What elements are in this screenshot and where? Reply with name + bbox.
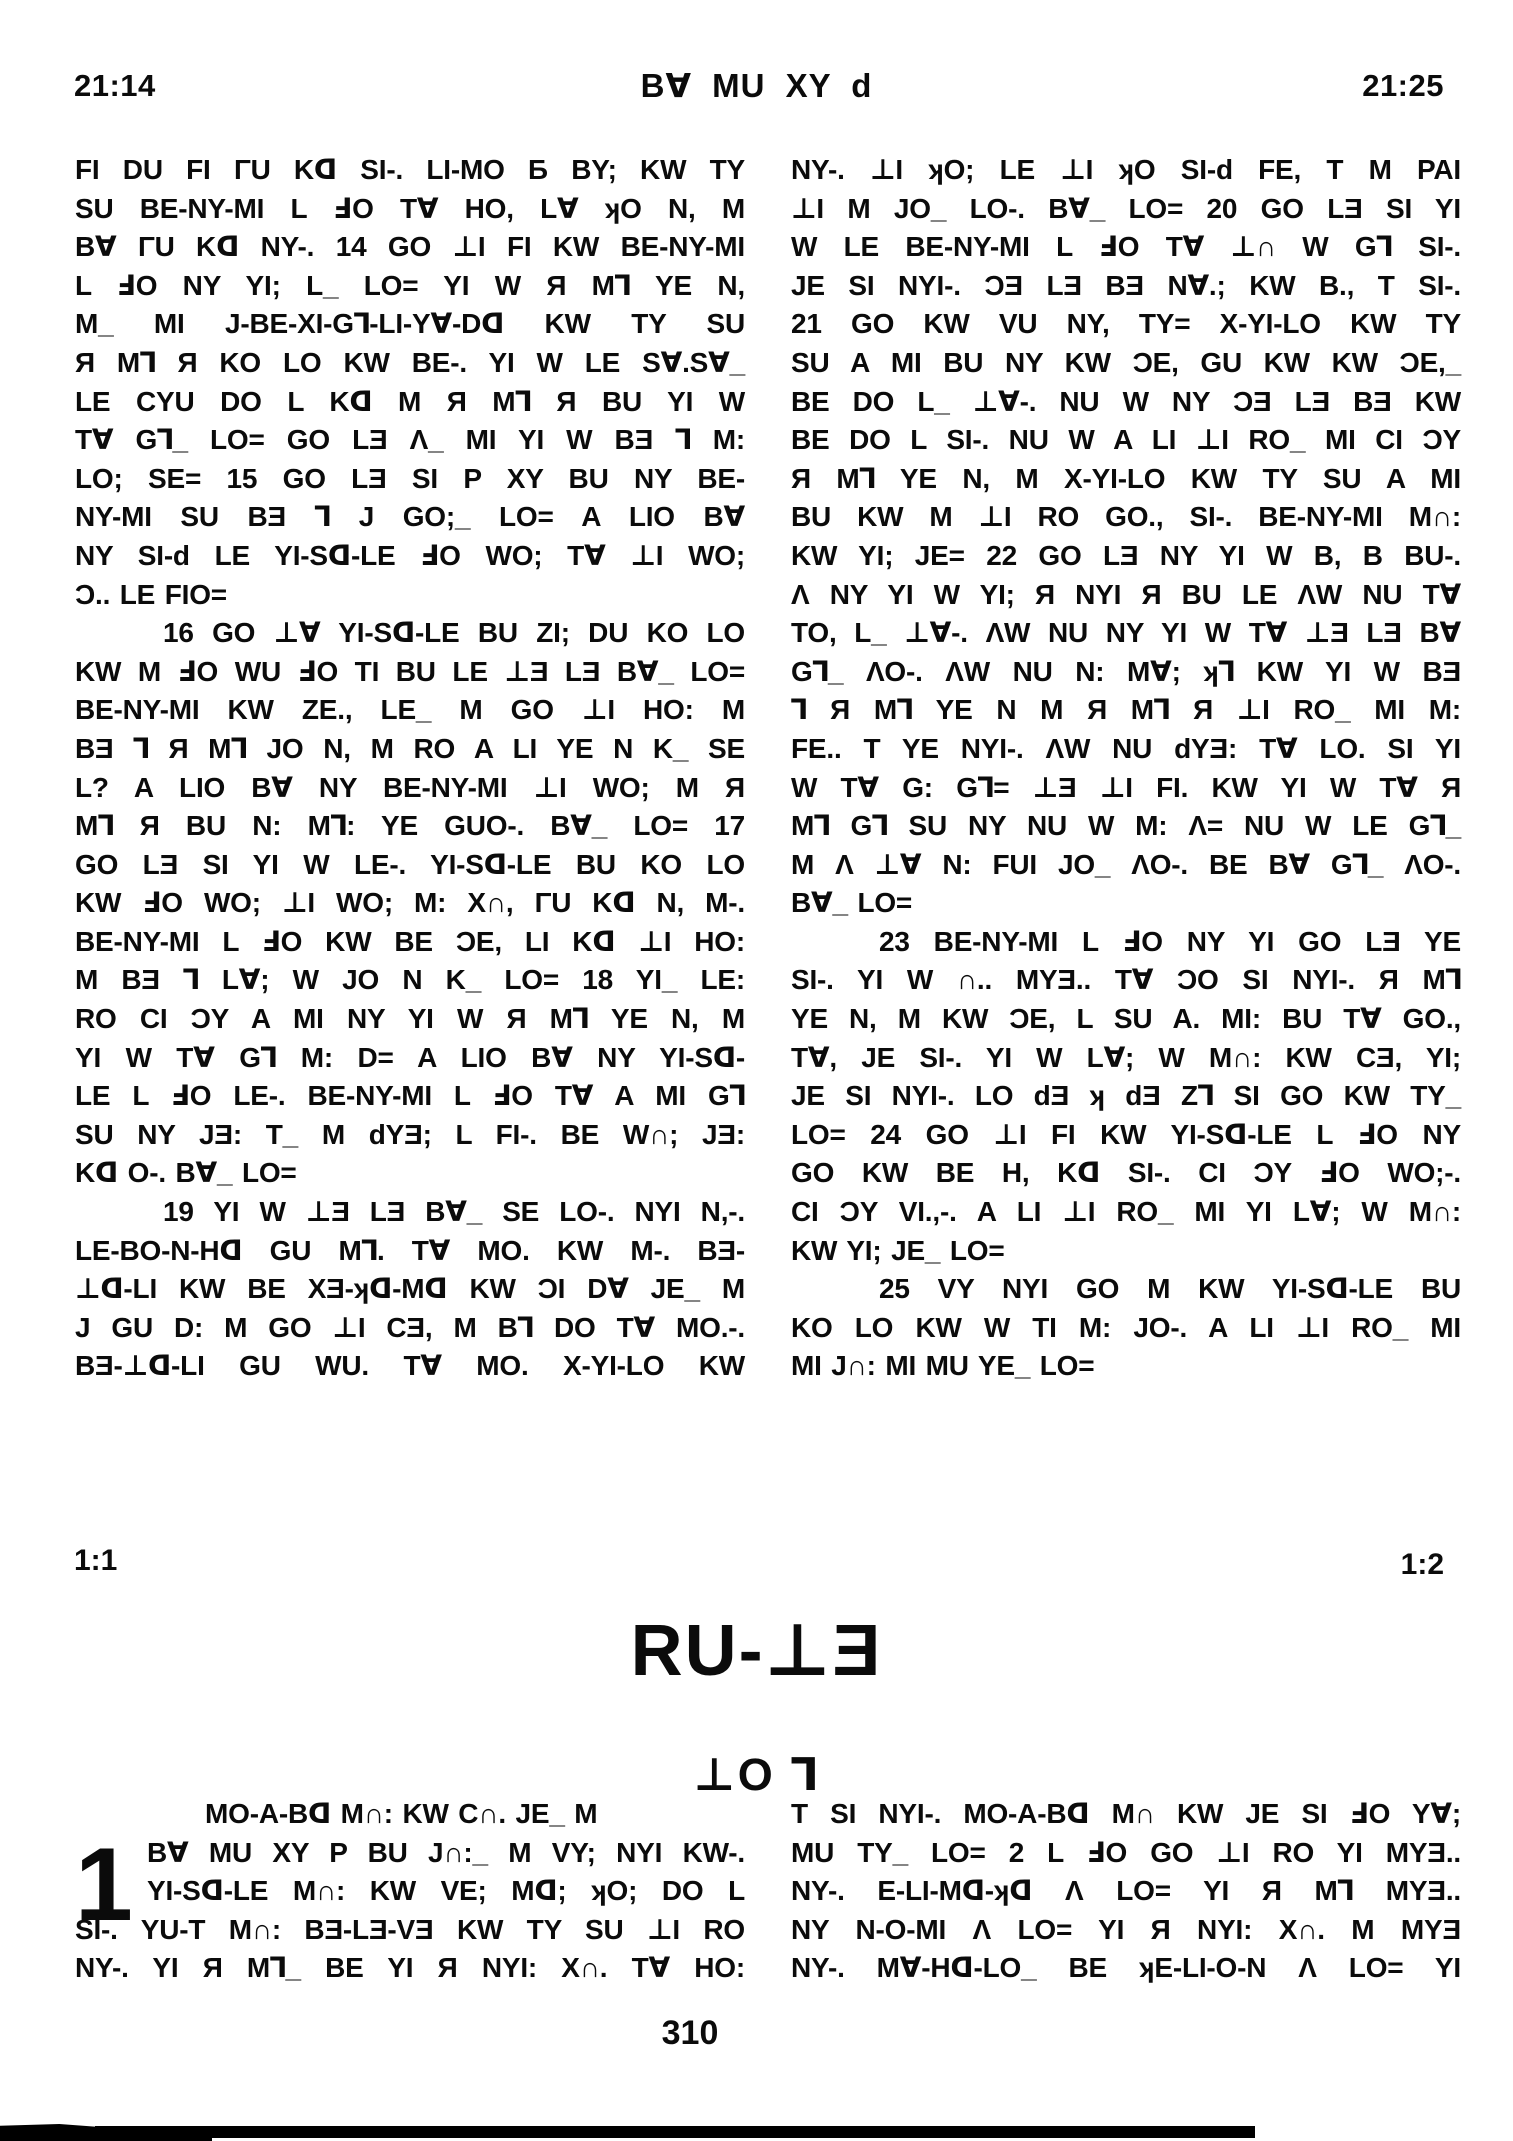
text-line: LE L ℲO LE-. BE-NY-MI L ℲO T∀ A MI G⅂ bbox=[75, 1080, 745, 1112]
text-line: 19 YI W ⊥Ǝ LƎ B∀_ SE LO-. NYI N,-. bbox=[163, 1196, 745, 1228]
chapter-number-drop-cap: 1 bbox=[75, 1827, 133, 1943]
book-subtitle: ⊥O ⅂ bbox=[693, 1749, 820, 1800]
text-line: NY-. M∀-Hᗡ-LO_ BE ʞE-LI-O-N Λ LO= YI bbox=[791, 1952, 1461, 1984]
text-line: BU KW M ⊥I RO GO., SI-. BE-NY-MI M∩: bbox=[791, 501, 1461, 533]
text-line: NY-. YI Я M⅂_ BE YI Я NYI: X∩. T∀ HO: bbox=[75, 1952, 745, 1984]
text-line: MO-A-Bᗡ M∩: KW C∩. JE_ M bbox=[205, 1798, 598, 1829]
text-line: FI DU FI ΓU Kᗡ SI-. LI-MO Ƃ BY; KW TY bbox=[75, 154, 745, 185]
text-line: W LE BE-NY-MI L ℲO T∀ ⊥∩ W G⅂ SI-. bbox=[791, 231, 1461, 263]
text-line: Kᗡ O-. B∀_ LO= bbox=[75, 1157, 297, 1189]
text-line: TO, L_ ⊥∀-. ΛW NU NY YI W T∀ ⊥Ǝ LƎ B∀ bbox=[791, 617, 1461, 649]
text-line: Я M⅂ YE N, M X-YI-LO KW TY SU A MI bbox=[791, 462, 1461, 494]
text-line: LO= 24 GO ⊥I FI KW YI-Sᗡ-LE L ℲO NY bbox=[791, 1118, 1461, 1150]
text-line: ⊥ᗡ-LI KW BE XƎ-ʞᗡ-Mᗡ KW ƆI D∀ JE_ M bbox=[75, 1273, 745, 1305]
text-line: NY-MI SU BƎ ⅂ J GO;_ LO= A LIO B∀ bbox=[75, 501, 745, 533]
text-line: BE-NY-MI L ℲO KW BE ƆE, LI Kᗡ ⊥I HO: bbox=[75, 925, 745, 957]
header-verse-ref-right: 21:25 bbox=[1362, 68, 1444, 103]
text-line: FE.. T YE NYI-. ΛW NU dYƎ: T∀ LO. SI YI bbox=[791, 732, 1461, 764]
text-line: KW M ℲO WU ℲO TI BU LE ⊥Ǝ LƎ B∀_ LO= bbox=[75, 655, 745, 687]
chapter-left-lines bbox=[75, 1795, 745, 1988]
book-title: RU-⊥Ǝ bbox=[630, 1611, 883, 1691]
text-line: KO LO KW W TI M: JO-. A LI ⊥I RO_ MI bbox=[791, 1311, 1461, 1343]
text-line: MU TY_ LO= 2 L ℲO GO ⊥I RO YI MYƎ.. bbox=[791, 1836, 1461, 1868]
text-line: KW YI; JE= 22 GO LƎ NY YI W B, B BU-. bbox=[791, 539, 1461, 571]
text-line: YE N, M KW ƆE, L SU A. MI: BU T∀ GO., bbox=[791, 1003, 1461, 1035]
text-line: GO LƎ SI YI W LE-. YI-Sᗡ-LE BU KO LO bbox=[75, 848, 745, 880]
text-line: 21 GO KW VU NY, TY= X-YI-LO KW TY bbox=[791, 308, 1461, 340]
text-line: NY SI-d LE YI-Sᗡ-LE ℲO WO; T∀ ⊥I WO; bbox=[75, 539, 745, 571]
text-line: M⅂ G⅂ SU NY NU W M: Λ= NU W LE G⅂_ bbox=[791, 810, 1461, 842]
text-line: BƎ-⊥ᗡ-LI GU WU. T∀ MO. X-YI-LO KW bbox=[75, 1350, 745, 1382]
text-line: J GU D: M GO ⊥I CƎ, M B⅂ DO T∀ MO.-. bbox=[75, 1311, 745, 1343]
text-line: BE DO L SI-. NU W A LI ⊥I RO_ MI CI ƆY bbox=[791, 424, 1461, 456]
text-line: NY-. ⊥I ʞO; LE ⊥I ʞO SI-d FE, T M PAI bbox=[791, 154, 1461, 185]
section-ref-left: 1:1 bbox=[74, 1544, 118, 1577]
text-line: Ɔ.. LE FIO= bbox=[75, 578, 227, 610]
text-line: BE DO L_ ⊥∀-. NU W NY ƆƎ LƎ BƎ KW bbox=[791, 385, 1461, 417]
text-line: M Λ ⊥∀ N: FUI JO_ ΛO-. BE B∀ G⅂_ ΛO-. bbox=[791, 848, 1461, 880]
text-line: ⅂ Я M⅂ YE N M Я M⅂ Я ⊥I RO_ MI M: bbox=[791, 694, 1461, 726]
text-line: Я M⅂ Я KO LO KW BE-. YI W LE S∀.S∀_ bbox=[75, 346, 745, 378]
text-line: ⊥I M JO_ LO-. B∀_ LO= 20 GO LƎ SI YI bbox=[791, 192, 1461, 224]
text-line: LE-BO-N-Hᗡ GU M⅂. T∀ MO. KW M-. BƎ- bbox=[75, 1234, 745, 1266]
text-line: G⅂_ ΛO-. ΛW NU N: M∀; ʞ⅂ KW YI W BƎ bbox=[791, 655, 1461, 687]
text-line: RO CI ƆY A MI NY YI W Я M⅂ YE N, M bbox=[75, 1003, 745, 1035]
text-line: T∀, JE SI-. YI W L∀; W M∩: KW CƎ, YI; bbox=[791, 1041, 1461, 1073]
text-line: SU NY JƎ: T_ M dYƎ; L FI-. BE W∩; JƎ: bbox=[75, 1118, 745, 1150]
text-line: YI-Sᗡ-LE M∩: KW VE; Mᗡ; ʞO; DO L bbox=[147, 1875, 745, 1907]
text-line: M⅂ Я BU N: M⅂: YE GUO-. B∀_ LO= 17 bbox=[75, 810, 745, 842]
text-line: Λ NY YI W YI; Я NYI Я BU LE ΛW NU T∀ bbox=[791, 578, 1461, 610]
text-line: YI W T∀ G⅂ M: D= A LIO B∀ NY YI-Sᗡ- bbox=[75, 1041, 745, 1073]
text-line: B∀_ LO= bbox=[791, 887, 913, 919]
text-line: JE SI NYI-. ƆƎ LƎ BƎ N∀.; KW B., T SI-. bbox=[791, 269, 1461, 301]
text-line: M BƎ ⅂ L∀; W JO N K_ LO= 18 YI_ LE: bbox=[75, 964, 745, 996]
text-line: KW ℲO WO; ⊥I WO; M: X∩, ΓU Kᗡ N, M-. bbox=[75, 887, 745, 919]
text-line: B∀ MU XY P BU J∩:_ M VY; NYI KW-. bbox=[147, 1836, 745, 1868]
text-line: 25 VY NYI GO M KW YI-Sᗡ-LE BU bbox=[879, 1273, 1461, 1305]
chapter-right-lines bbox=[791, 1795, 1461, 1988]
page-number: 310 bbox=[661, 2014, 719, 2052]
text-line: GO KW BE H, Kᗡ SI-. CI ƆY ℲO WO;-. bbox=[791, 1157, 1461, 1189]
header-running-title: B∀ MU XY d bbox=[640, 67, 873, 104]
section-ref-right: 1:2 bbox=[1400, 1548, 1444, 1581]
text-line: 16 GO ⊥∀ YI-Sᗡ-LE BU ZI; DU KO LO bbox=[163, 617, 745, 649]
text-column-right bbox=[791, 151, 1461, 1386]
scan-artifact-bar bbox=[95, 2126, 1255, 2138]
text-line: SU BE-NY-MI L ℲO T∀ HO, L∀ ʞO N, M bbox=[75, 192, 745, 224]
text-line: M_ MI J-BE-XI-G⅂-LI-Y∀-Dᗡ KW TY SU bbox=[75, 308, 745, 340]
text-line: JE SI NYI-. LO dƎ ʞ dƎ Z⅂ SI GO KW TY_ bbox=[791, 1080, 1461, 1112]
chapter-column-left bbox=[75, 1795, 745, 1988]
text-column-left bbox=[75, 151, 745, 1386]
text-line: B∀ ΓU Kᗡ NY-. 14 GO ⊥I FI KW BE-NY-MI bbox=[75, 231, 745, 263]
text-line: MI J∩: MI MU YE_ LO= bbox=[791, 1350, 1095, 1382]
text-line: T SI NYI-. MO-A-Bᗡ M∩ KW JE SI ℲO Y∀; bbox=[791, 1798, 1461, 1829]
text-line: LO; SE= 15 GO LƎ SI P XY BU NY BE- bbox=[75, 462, 745, 494]
text-line: T∀ G⅂_ LO= GO LƎ Λ_ MI YI W BƎ ⅂ M: bbox=[75, 424, 745, 456]
text-line: BƎ ⅂ Я M⅂ JO N, M RO A LI YE N K_ SE bbox=[75, 732, 745, 764]
header-verse-ref-left: 21:14 bbox=[74, 68, 156, 103]
text-line: L ℲO NY YI; L_ LO= YI W Я M⅂ YE N, bbox=[75, 269, 745, 301]
text-line: LE CYU DO L Kᗡ M Я M⅂ Я BU YI W bbox=[75, 385, 745, 417]
text-line: KW YI; JE_ LO= bbox=[791, 1234, 1005, 1266]
text-line: NY N-O-MI Λ LO= YI Я NYI: X∩. M MYƎ bbox=[791, 1913, 1461, 1945]
text-line: BE-NY-MI KW ZE., LE_ M GO ⊥I HO: M bbox=[75, 694, 745, 726]
text-line: SI-. YI W ∩.. MYƎ.. T∀ ƆO SI NYI-. Я M⅂ bbox=[791, 964, 1461, 996]
text-line: L? A LIO B∀ NY BE-NY-MI ⊥I WO; M Я bbox=[75, 771, 745, 803]
text-line: CI ƆY VI.,-. A LI ⊥I RO_ MI YI L∀; W M∩: bbox=[791, 1196, 1461, 1228]
text-line: 23 BE-NY-MI L ℲO NY YI GO LƎ YE bbox=[879, 925, 1461, 957]
text-line: SU A MI BU NY KW ƆE, GU KW KW ƆE,_ bbox=[791, 346, 1461, 378]
text-line: W T∀ G: G⅂= ⊥Ǝ ⊥I FI. KW YI W T∀ Я bbox=[791, 771, 1461, 803]
chapter-column-right bbox=[791, 1795, 1461, 1988]
text-line: NY-. E-LI-Mᗡ-ʞᗡ Λ LO= YI Я M⅂ MYƎ.. bbox=[791, 1875, 1461, 1907]
text-line: SI-. YU-T M∩: BƎ-LƎ-VƎ KW TY SU ⊥I RO bbox=[75, 1913, 745, 1945]
